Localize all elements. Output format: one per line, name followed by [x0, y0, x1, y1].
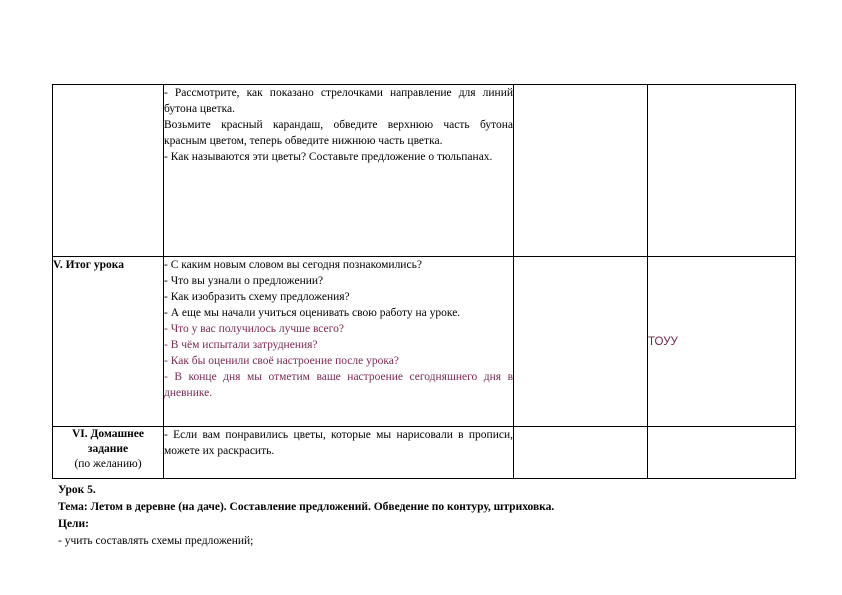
- goals-label: Цели:: [58, 518, 89, 530]
- table-row: [53, 257, 796, 427]
- content-line: - Как изобразить схему предложения?: [164, 291, 350, 303]
- table-row: [53, 427, 796, 479]
- content-line: - Что вы узнали о предложении?: [164, 275, 324, 287]
- stage-cell: [53, 427, 164, 479]
- empty-cell: [514, 257, 648, 427]
- goal-item: - учить составлять схемы предложений;: [58, 535, 254, 547]
- content-line: - Рассмотрите, как показано стрелочками направление для линий бутона цветка.: [164, 87, 513, 115]
- reflection-question: - Что у вас получилось лучше всего?: [164, 323, 344, 335]
- reflection-question: - В конце дня мы отметим ваше настроение сегодняшнего дня в дневнике.: [164, 371, 513, 399]
- stage-cell: V. Итог урока: [53, 257, 164, 427]
- content-cell: [164, 427, 514, 479]
- uud-note: ТОУУ: [648, 257, 796, 427]
- lesson-plan-table: [52, 84, 796, 479]
- stage-subtitle: (по желанию): [74, 458, 142, 470]
- content-line: - Как называются эти цветы? Составьте предложение о тюльпанах.: [164, 151, 493, 163]
- reflection-question: - В чём испытали затруднения?: [164, 339, 318, 351]
- empty-cell: [648, 427, 796, 479]
- lesson-topic: Тема: Летом в деревне (на даче). Составление предложений. Обведение по контуру, штриховка.: [58, 501, 555, 513]
- content-line: - Если вам понравились цветы, которые мы нарисовали в прописи, можете их раскрасить.: [164, 429, 513, 457]
- stage-cell: [53, 85, 164, 257]
- content-line: - С каким новым словом вы сегодня познакомились?: [164, 259, 422, 271]
- empty-cell: [648, 85, 796, 257]
- stage-title: VI. Домашнее задание: [71, 428, 145, 455]
- table-row: [53, 85, 796, 257]
- empty-cell: [514, 85, 648, 257]
- content-cell: [164, 85, 514, 257]
- content-line: - А еще мы начали учиться оценивать свою работу на уроке.: [164, 307, 461, 319]
- reflection-question: - Как бы оценили своё настроение после урока?: [164, 355, 399, 367]
- content-cell: [164, 257, 514, 427]
- empty-cell: [514, 427, 648, 479]
- content-line: Возьмите красный карандаш, обведите верхнюю часть бутона красным цветом, теперь обведите нижнюю часть цветка.: [164, 119, 513, 147]
- lesson-heading: Урок 5.: [58, 484, 96, 496]
